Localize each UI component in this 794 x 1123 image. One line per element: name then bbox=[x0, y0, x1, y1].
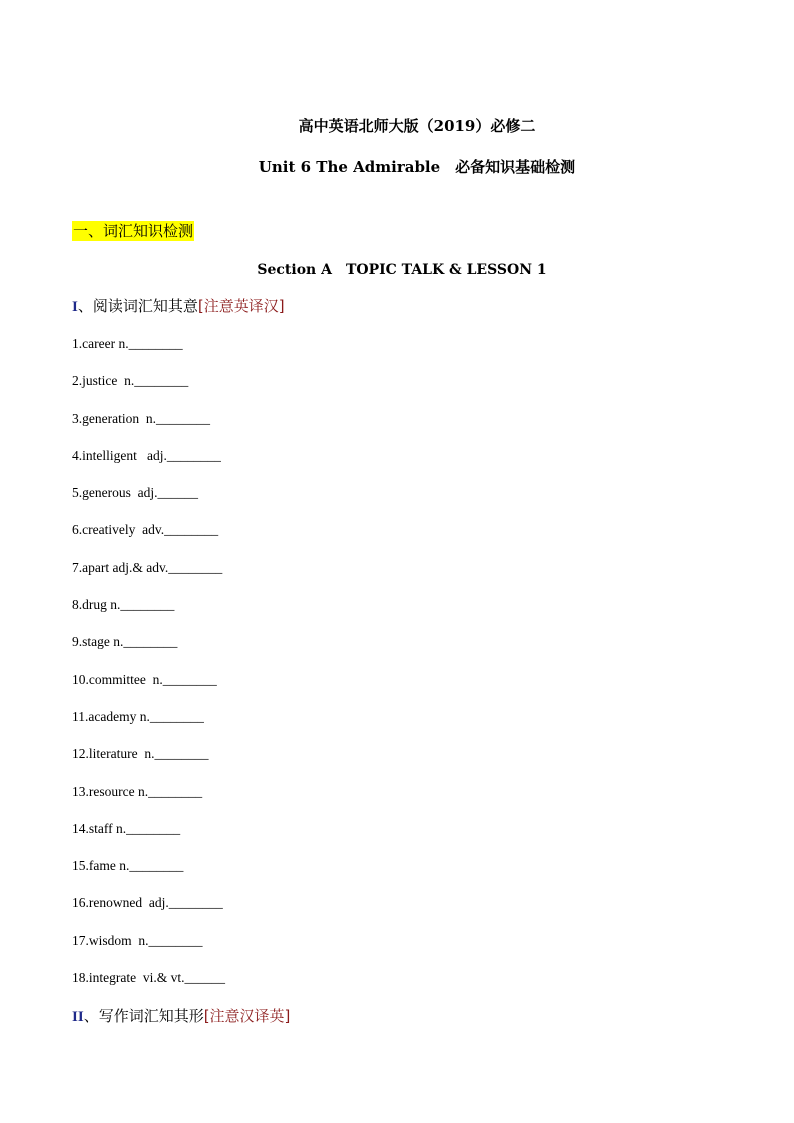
vocab-item: 10.committee n.________ bbox=[72, 671, 217, 687]
subsection-two-note: [注意汉译英] bbox=[203, 1007, 291, 1025]
subsection-one-note: [注意英译汉] bbox=[197, 297, 285, 315]
vocab-item: 14.staff n.________ bbox=[72, 820, 181, 836]
subsection-two-heading bbox=[72, 1005, 290, 1026]
vocab-list bbox=[72, 336, 225, 1007]
subsection-two-text: 、写作词汇知其形 bbox=[83, 1007, 204, 1025]
vocab-item: 2.justice n.________ bbox=[72, 373, 189, 389]
vocab-item: 3.generation n.________ bbox=[72, 410, 210, 426]
document-subtitle: Unit 6 The Admirable 必备知识基础检测 bbox=[258, 158, 576, 176]
vocab-item: 9.stage n.________ bbox=[72, 634, 178, 650]
subsection-one-text: 、阅读词汇知其意 bbox=[77, 297, 198, 315]
part-one-heading: 一、词汇知识检测 bbox=[73, 222, 194, 240]
subsection-one-heading bbox=[72, 295, 285, 316]
vocab-item: 4.intelligent adj.________ bbox=[72, 447, 221, 463]
vocab-item: 17.wisdom n.________ bbox=[72, 932, 203, 948]
vocab-item: 15.fame n.________ bbox=[72, 858, 184, 874]
subsection-one-numeral: I bbox=[72, 299, 78, 315]
vocab-item: 1.career n.________ bbox=[72, 336, 183, 351]
vocab-item: 5.generous adj.______ bbox=[72, 485, 198, 501]
vocab-item: 18.integrate vi.& vt.______ bbox=[72, 970, 225, 986]
vocab-item: 7.apart adj.& adv.________ bbox=[72, 559, 223, 575]
document-title: 高中英语北师大版（2019）必修二 bbox=[298, 117, 536, 135]
vocab-item: 6.creatively adv.________ bbox=[72, 522, 219, 538]
vocab-item: 11.academy n.________ bbox=[72, 708, 204, 724]
section-heading: Section A TOPIC TALK & LESSON 1 bbox=[257, 262, 547, 278]
vocab-item: 8.drug n.________ bbox=[72, 597, 175, 613]
vocab-item: 12.literature n.________ bbox=[72, 746, 209, 762]
vocab-item: 13.resource n.________ bbox=[72, 783, 203, 799]
subsection-two-numeral: II bbox=[72, 1009, 84, 1025]
vocab-item: 16.renowned adj.________ bbox=[72, 895, 223, 911]
